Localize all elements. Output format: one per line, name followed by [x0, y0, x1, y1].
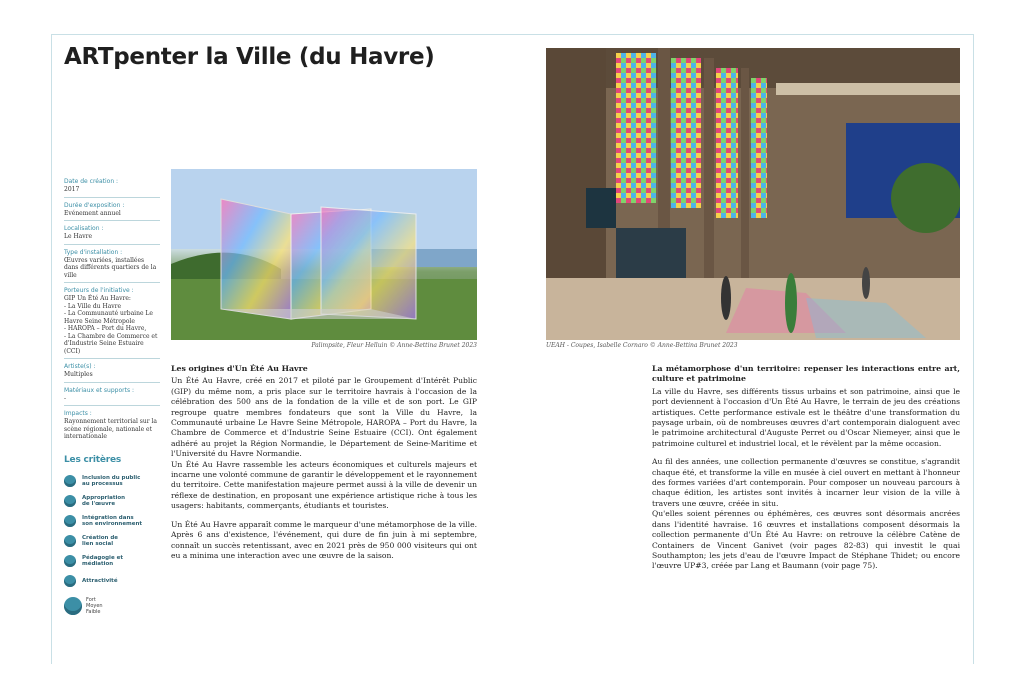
criteria-scale-legend — [64, 597, 160, 615]
metamorphosis-paragraph-2: Au fil des années, une collection permanente d'œuvres se constitue, s'agrandit chaque été, et transforme la ville en musée à ciel ouvert en mettant à l'honneur des formes variées d'art contemporain. Pour composer un nouveau parcours à chaque édition, les artistes sont invités à incarner leur vision de la ville à travers une œuvre, créée in situ. — [652, 457, 960, 508]
criterion-integration — [64, 511, 160, 531]
metamorphosis-heading: La métamorphose d'un territoire: repenser les interactions entre art, culture et patrimoine — [652, 364, 960, 384]
origins-paragraph-3: Un Été Au Havre apparaît comme le marqueur d'une métamorphose de la ville. Après 6 ans d'existence, l'événement, qui dure de fin juin à mi septembre, connaît un succès retentissant, avec en 2021 près de 950 000 visiteurs qui ont eu a minima une interaction avec une œuvre de la saison. — [171, 519, 477, 560]
meta-location — [64, 225, 160, 245]
meta-label: Impacts : — [64, 410, 92, 417]
gauge-icon — [64, 575, 76, 587]
gauge-icon — [64, 515, 76, 527]
origins-section — [171, 364, 477, 569]
meta-label: Artiste(s) : — [64, 363, 96, 370]
meta-type — [64, 249, 160, 284]
meta-label: Durée d'exposition : — [64, 201, 125, 209]
gauge-icon — [64, 535, 76, 547]
photo1-caption: Palimpsite, Fleur Helluin © Anne-Bettina Brunet 2023 — [311, 342, 477, 349]
criterion-label: Pédagogie et médiation — [82, 555, 123, 567]
metamorphosis-paragraph-1: La ville du Havre, ses différents tissus urbains et son patrimoine, ainsi que le port deviennent à l'occasion d'Un Été Au Havre, le terrain de jeu des créations artistiques. Cette performance estivale est le théâtre d'une transformation du paysage urbain, où de nombreuses œuvres d'art contemporain dialoguent avec le patrimoine architectural d'Auguste Perret ou d'Oscar Niemeyer, ainsi que le patrimoine culturel et industriel local, et le révèlent par la même occasion. — [652, 386, 960, 448]
page-title: ARTpenter la Ville (du Havre) — [64, 44, 435, 70]
meta-label: Localisation : — [64, 225, 104, 232]
gauge-legend-icon — [64, 597, 82, 615]
gauge-icon — [64, 475, 76, 487]
criterion-appropriation — [64, 491, 160, 511]
meta-value: Multiples — [64, 371, 93, 378]
criterion-label: Création de lien social — [82, 535, 118, 547]
meta-impacts — [64, 410, 160, 444]
meta-value: Œuvres variées, installées dans différents quartiers de la ville — [64, 256, 157, 279]
meta-duration — [64, 202, 160, 222]
origins-paragraph-1: Un Été Au Havre, créé en 2017 et piloté par le Groupement d'Intérêt Public (GIP) du même nom, a pris place sur le territoire havrais à l'occasion de la célébration des 500 ans de la fondation de la ville et de son port. Le GIP regroupe quatre membres fondateurs que sont la Ville du Havre, la Communauté urbaine Le Havre Seine Métropole, HAROPA – Port du Havre, la Chambre de Commerce et d'Industrie Seine Estuaire (CCI). Ont également adhéré au projet la Région Normandie, le Département de Seine-Maritime et l'Université du Havre Normandie. — [171, 376, 477, 459]
meta-date — [64, 178, 160, 198]
criterion-label: Attractivité — [82, 578, 118, 584]
metamorphosis-paragraph-3: Qu'elles soient pérennes ou éphémères, ces œuvres sont désormais ancrées dans l'identité havraise. 16 œuvres et installations composent désormais la collection permanente d'Un Été Au Havre: on retrouve la célèbre Catène de Containers de Vincent Ganivet (voir pages 82-83) qui investit le quai Southampton; les jets d'eau de l'œuvre Impact de Stéphane Thidet; ou encore l'œuvre UP#3, créée par Lang et Baumann (voir page 75). — [652, 509, 960, 571]
meta-materials — [64, 387, 160, 407]
origins-heading: Les origines d'Un Été Au Havre — [171, 364, 308, 373]
meta-sponsors — [64, 287, 160, 359]
gauge-icon — [64, 495, 76, 507]
scale-labels: Fort Moyen Faible — [86, 597, 103, 615]
meta-label: Type d'installation : — [64, 248, 123, 256]
glass-pavilion-illustration — [171, 169, 477, 340]
criterion-social-link — [64, 531, 160, 551]
meta-value: Rayonnement territorial sur la scène régionale, nationale et internationale — [64, 418, 157, 440]
criteria-title: Les critères — [64, 455, 122, 465]
origins-paragraph-2: Un Été Au Havre rassemble les acteurs économiques et culturels majeurs et incarne une volonté commune de garantir le développement et le rayonnement du territoire. Cette manifestation majeure permet aussi à la ville de devenir un réflexe de destination, en proposant une expérience artistique riche à tous les usagers: habitants, commerçants, étudiants et touristes. — [171, 459, 477, 511]
photo2-caption: UEAH - Coupes, Isabelle Cornaro © Anne-Bettina Brunet 2023 — [546, 342, 738, 349]
meta-value: 2017 — [64, 186, 80, 193]
meta-value: Le Havre — [64, 233, 93, 240]
criterion-pedagogy — [64, 551, 160, 571]
meta-value: Evénement annuel — [64, 209, 121, 217]
metadata-sidebar — [64, 178, 160, 448]
criterion-label: Appropriation de l'œuvre — [82, 495, 126, 507]
meta-label: Porteurs de l'initiative : — [64, 287, 134, 294]
photo-palimpsite — [171, 169, 477, 340]
meta-artists — [64, 363, 160, 383]
meta-value: - — [64, 394, 67, 402]
criterion-attractiveness — [64, 571, 160, 591]
criteria-panel — [64, 455, 160, 615]
meta-label: Date de création : — [64, 178, 119, 185]
gauge-icon — [64, 555, 76, 567]
metamorphosis-section — [652, 364, 960, 580]
meta-label: Matériaux et supports : — [64, 386, 135, 394]
stained-glass-hall-illustration — [546, 48, 960, 340]
criterion-inclusion — [64, 471, 160, 491]
meta-value: GIP Un Été Au Havre: - La Ville du Havre - La Communauté urbaine Le Havre Seine Métropole - HAROPA – Port du Havre, - La Chambre de Commerce et d'Industrie Seine Estuaire (CCI) — [64, 295, 158, 355]
photo-coupes — [546, 48, 960, 340]
criterion-label: Intégration dans son environnement — [82, 515, 143, 527]
criterion-label: Inclusion du public au processus — [82, 475, 141, 487]
